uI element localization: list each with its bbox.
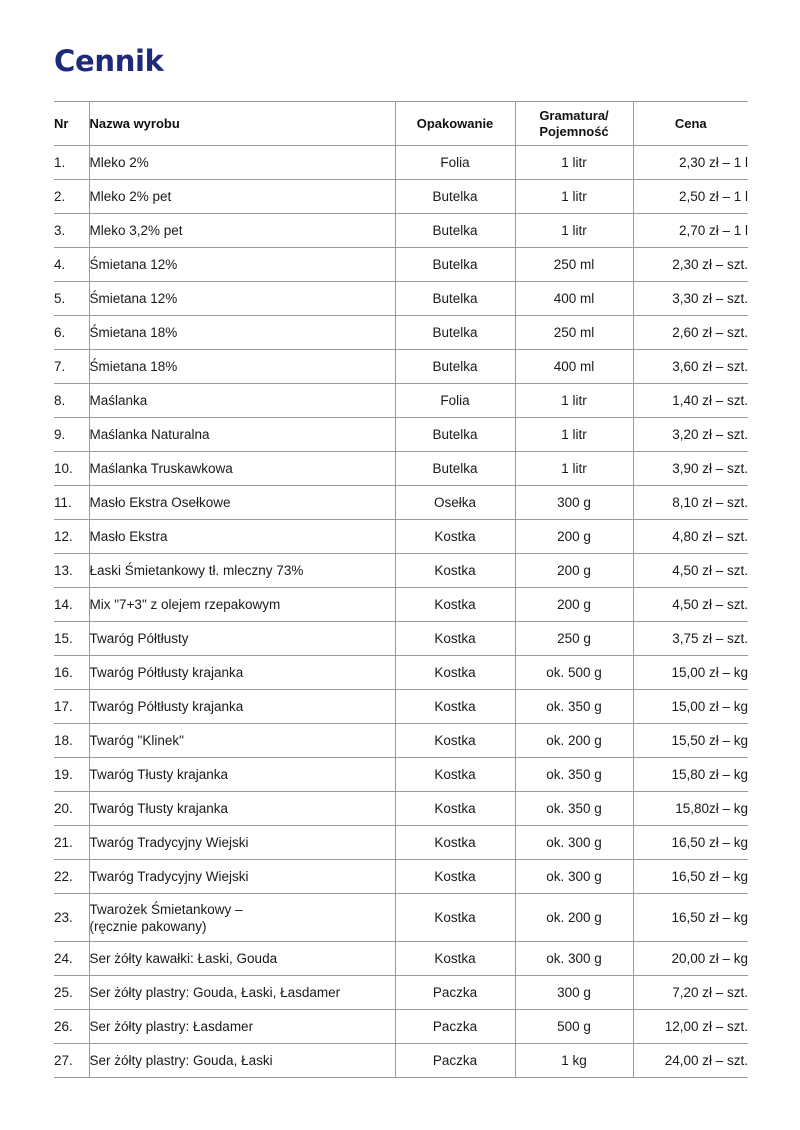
row-name: Śmietana 12% — [89, 248, 395, 282]
price-table — [54, 101, 748, 1078]
row-weight: 1 litr — [515, 180, 633, 214]
row-weight: 1 litr — [515, 452, 633, 486]
row-price: 4,80 zł – szt. — [633, 520, 748, 554]
row-packaging: Folia — [395, 146, 515, 180]
row-price: 12,00 zł – szt. — [633, 1010, 748, 1044]
header-weight — [515, 102, 633, 146]
row-name: Śmietana 18% — [89, 350, 395, 384]
row-name: Twaróg Tłusty krajanka — [89, 758, 395, 792]
row-weight: 400 ml — [515, 282, 633, 316]
table-row — [54, 418, 748, 452]
row-nr: 21. — [54, 826, 89, 860]
row-nr: 24. — [54, 942, 89, 976]
row-price: 3,90 zł – szt. — [633, 452, 748, 486]
row-nr: 19. — [54, 758, 89, 792]
row-name: Śmietana 18% — [89, 316, 395, 350]
row-nr: 26. — [54, 1010, 89, 1044]
row-nr: 22. — [54, 860, 89, 894]
row-nr: 14. — [54, 588, 89, 622]
row-packaging: Paczka — [395, 976, 515, 1010]
row-name: Maślanka Naturalna — [89, 418, 395, 452]
row-price: 3,30 zł – szt. — [633, 282, 748, 316]
row-weight: 200 g — [515, 554, 633, 588]
row-price: 15,50 zł – kg — [633, 724, 748, 758]
row-name: Twaróg Tłusty krajanka — [89, 792, 395, 826]
row-weight: ok. 200 g — [515, 894, 633, 942]
table-row — [54, 180, 748, 214]
row-price: 3,60 zł – szt. — [633, 350, 748, 384]
row-packaging: Butelka — [395, 248, 515, 282]
row-price: 24,00 zł – szt. — [633, 1044, 748, 1078]
row-name: Mleko 3,2% pet — [89, 214, 395, 248]
price-table-body — [54, 146, 748, 1078]
table-row — [54, 248, 748, 282]
table-row — [54, 452, 748, 486]
row-weight: 250 ml — [515, 248, 633, 282]
row-weight: 1 litr — [515, 418, 633, 452]
row-weight: ok. 300 g — [515, 826, 633, 860]
row-name: Mix "7+3" z olejem rzepakowym — [89, 588, 395, 622]
row-weight: 250 g — [515, 622, 633, 656]
row-nr: 15. — [54, 622, 89, 656]
row-price: 2,70 zł – 1 l — [633, 214, 748, 248]
table-row — [54, 894, 748, 942]
row-nr: 6. — [54, 316, 89, 350]
table-row — [54, 792, 748, 826]
table-row — [54, 826, 748, 860]
row-name: Łaski Śmietankowy tł. mleczny 73% — [89, 554, 395, 588]
table-row — [54, 724, 748, 758]
row-nr: 18. — [54, 724, 89, 758]
row-nr: 10. — [54, 452, 89, 486]
row-packaging: Butelka — [395, 452, 515, 486]
row-price: 16,50 zł – kg — [633, 894, 748, 942]
row-packaging: Kostka — [395, 520, 515, 554]
row-price: 15,00 zł – kg — [633, 656, 748, 690]
header-weight-line1: Gramatura/ — [539, 107, 609, 123]
table-row — [54, 1044, 748, 1078]
row-packaging: Butelka — [395, 214, 515, 248]
table-row — [54, 942, 748, 976]
table-row — [54, 282, 748, 316]
row-weight: 250 ml — [515, 316, 633, 350]
row-packaging: Butelka — [395, 282, 515, 316]
row-name: Ser żółty plastry: Gouda, Łaski, Łasdamer — [89, 976, 395, 1010]
row-packaging: Kostka — [395, 894, 515, 942]
row-name: Masło Ekstra Osełkowe — [89, 486, 395, 520]
header-price: Cena — [633, 102, 748, 146]
row-price: 2,60 zł – szt. — [633, 316, 748, 350]
row-nr: 5. — [54, 282, 89, 316]
row-weight: 200 g — [515, 520, 633, 554]
row-name: Ser żółty plastry: Gouda, Łaski — [89, 1044, 395, 1078]
row-price: 7,20 zł – szt. — [633, 976, 748, 1010]
header-packaging: Opakowanie — [395, 102, 515, 146]
table-row — [54, 520, 748, 554]
row-name: Maślanka Truskawkowa — [89, 452, 395, 486]
row-nr: 13. — [54, 554, 89, 588]
row-packaging: Kostka — [395, 860, 515, 894]
header-weight-line2: Pojemność — [539, 123, 609, 139]
row-price: 2,30 zł – szt. — [633, 248, 748, 282]
row-weight: ok. 200 g — [515, 724, 633, 758]
row-packaging: Kostka — [395, 792, 515, 826]
row-price: 15,80 zł – kg — [633, 758, 748, 792]
row-packaging: Kostka — [395, 690, 515, 724]
row-name: Masło Ekstra — [89, 520, 395, 554]
row-price: 4,50 zł – szt. — [633, 588, 748, 622]
row-weight: ok. 300 g — [515, 860, 633, 894]
row-price: 15,80zł – kg — [633, 792, 748, 826]
row-packaging: Kostka — [395, 656, 515, 690]
row-packaging: Kostka — [395, 588, 515, 622]
row-name: Twaróg Półtłusty krajanka — [89, 656, 395, 690]
table-row — [54, 976, 748, 1010]
row-name: Twaróg Tradycyjny Wiejski — [89, 826, 395, 860]
table-row — [54, 758, 748, 792]
row-weight: 1 litr — [515, 384, 633, 418]
table-row — [54, 656, 748, 690]
row-name — [89, 894, 395, 942]
header-row — [54, 102, 748, 146]
header-nr: Nr — [54, 102, 89, 146]
row-packaging: Kostka — [395, 826, 515, 860]
row-name: Mleko 2% — [89, 146, 395, 180]
row-packaging: Folia — [395, 384, 515, 418]
row-price: 3,75 zł – szt. — [633, 622, 748, 656]
row-name: Śmietana 12% — [89, 282, 395, 316]
row-nr: 4. — [54, 248, 89, 282]
row-weight: 400 ml — [515, 350, 633, 384]
row-packaging: Kostka — [395, 724, 515, 758]
row-price: 8,10 zł – szt. — [633, 486, 748, 520]
row-name: Ser żółty kawałki: Łaski, Gouda — [89, 942, 395, 976]
row-price: 1,40 zł – szt. — [633, 384, 748, 418]
table-row — [54, 554, 748, 588]
row-nr: 1. — [54, 146, 89, 180]
row-weight: 200 g — [515, 588, 633, 622]
row-price: 16,50 zł – kg — [633, 860, 748, 894]
header-name: Nazwa wyrobu — [89, 102, 395, 146]
row-name-line2: (ręcznie pakowany) — [89, 918, 207, 934]
row-weight: 500 g — [515, 1010, 633, 1044]
row-name-line1: Twarożek Śmietankowy – — [89, 901, 243, 917]
row-nr: 25. — [54, 976, 89, 1010]
row-name: Mleko 2% pet — [89, 180, 395, 214]
row-weight: ok. 500 g — [515, 656, 633, 690]
table-row — [54, 350, 748, 384]
table-row — [54, 860, 748, 894]
row-nr: 9. — [54, 418, 89, 452]
row-packaging: Kostka — [395, 758, 515, 792]
row-nr: 11. — [54, 486, 89, 520]
row-nr: 27. — [54, 1044, 89, 1078]
row-nr: 16. — [54, 656, 89, 690]
row-name: Twaróg "Klinek" — [89, 724, 395, 758]
row-packaging: Butelka — [395, 350, 515, 384]
row-nr: 20. — [54, 792, 89, 826]
row-weight: ok. 300 g — [515, 942, 633, 976]
row-price: 3,20 zł – szt. — [633, 418, 748, 452]
row-price: 16,50 zł – kg — [633, 826, 748, 860]
row-weight: ok. 350 g — [515, 690, 633, 724]
table-row — [54, 146, 748, 180]
row-name: Twaróg Tradycyjny Wiejski — [89, 860, 395, 894]
table-row — [54, 316, 748, 350]
row-name: Maślanka — [89, 384, 395, 418]
row-nr: 12. — [54, 520, 89, 554]
page-title: Cennik — [54, 44, 164, 78]
row-packaging: Paczka — [395, 1044, 515, 1078]
row-packaging: Paczka — [395, 1010, 515, 1044]
row-price: 4,50 zł – szt. — [633, 554, 748, 588]
price-table-header — [54, 102, 748, 146]
row-packaging: Kostka — [395, 554, 515, 588]
row-weight: 1 litr — [515, 146, 633, 180]
row-packaging: Kostka — [395, 942, 515, 976]
row-nr: 3. — [54, 214, 89, 248]
row-weight: ok. 350 g — [515, 758, 633, 792]
table-row — [54, 622, 748, 656]
row-name: Twaróg Półtłusty krajanka — [89, 690, 395, 724]
table-row — [54, 384, 748, 418]
row-nr: 2. — [54, 180, 89, 214]
row-price: 20,00 zł – kg — [633, 942, 748, 976]
row-weight: 300 g — [515, 976, 633, 1010]
row-name: Twaróg Półtłusty — [89, 622, 395, 656]
row-price: 2,30 zł – 1 l — [633, 146, 748, 180]
row-weight: ok. 350 g — [515, 792, 633, 826]
row-price: 15,00 zł – kg — [633, 690, 748, 724]
table-row — [54, 214, 748, 248]
row-nr: 8. — [54, 384, 89, 418]
row-nr: 17. — [54, 690, 89, 724]
row-weight: 1 kg — [515, 1044, 633, 1078]
row-packaging: Osełka — [395, 486, 515, 520]
row-weight: 300 g — [515, 486, 633, 520]
table-row — [54, 690, 748, 724]
row-packaging: Butelka — [395, 418, 515, 452]
row-price: 2,50 zł – 1 l — [633, 180, 748, 214]
table-row — [54, 1010, 748, 1044]
row-packaging: Butelka — [395, 180, 515, 214]
row-name: Ser żółty plastry: Łasdamer — [89, 1010, 395, 1044]
table-row — [54, 588, 748, 622]
row-packaging: Kostka — [395, 622, 515, 656]
row-nr: 7. — [54, 350, 89, 384]
row-nr: 23. — [54, 894, 89, 942]
row-packaging: Butelka — [395, 316, 515, 350]
row-weight: 1 litr — [515, 214, 633, 248]
table-row — [54, 486, 748, 520]
